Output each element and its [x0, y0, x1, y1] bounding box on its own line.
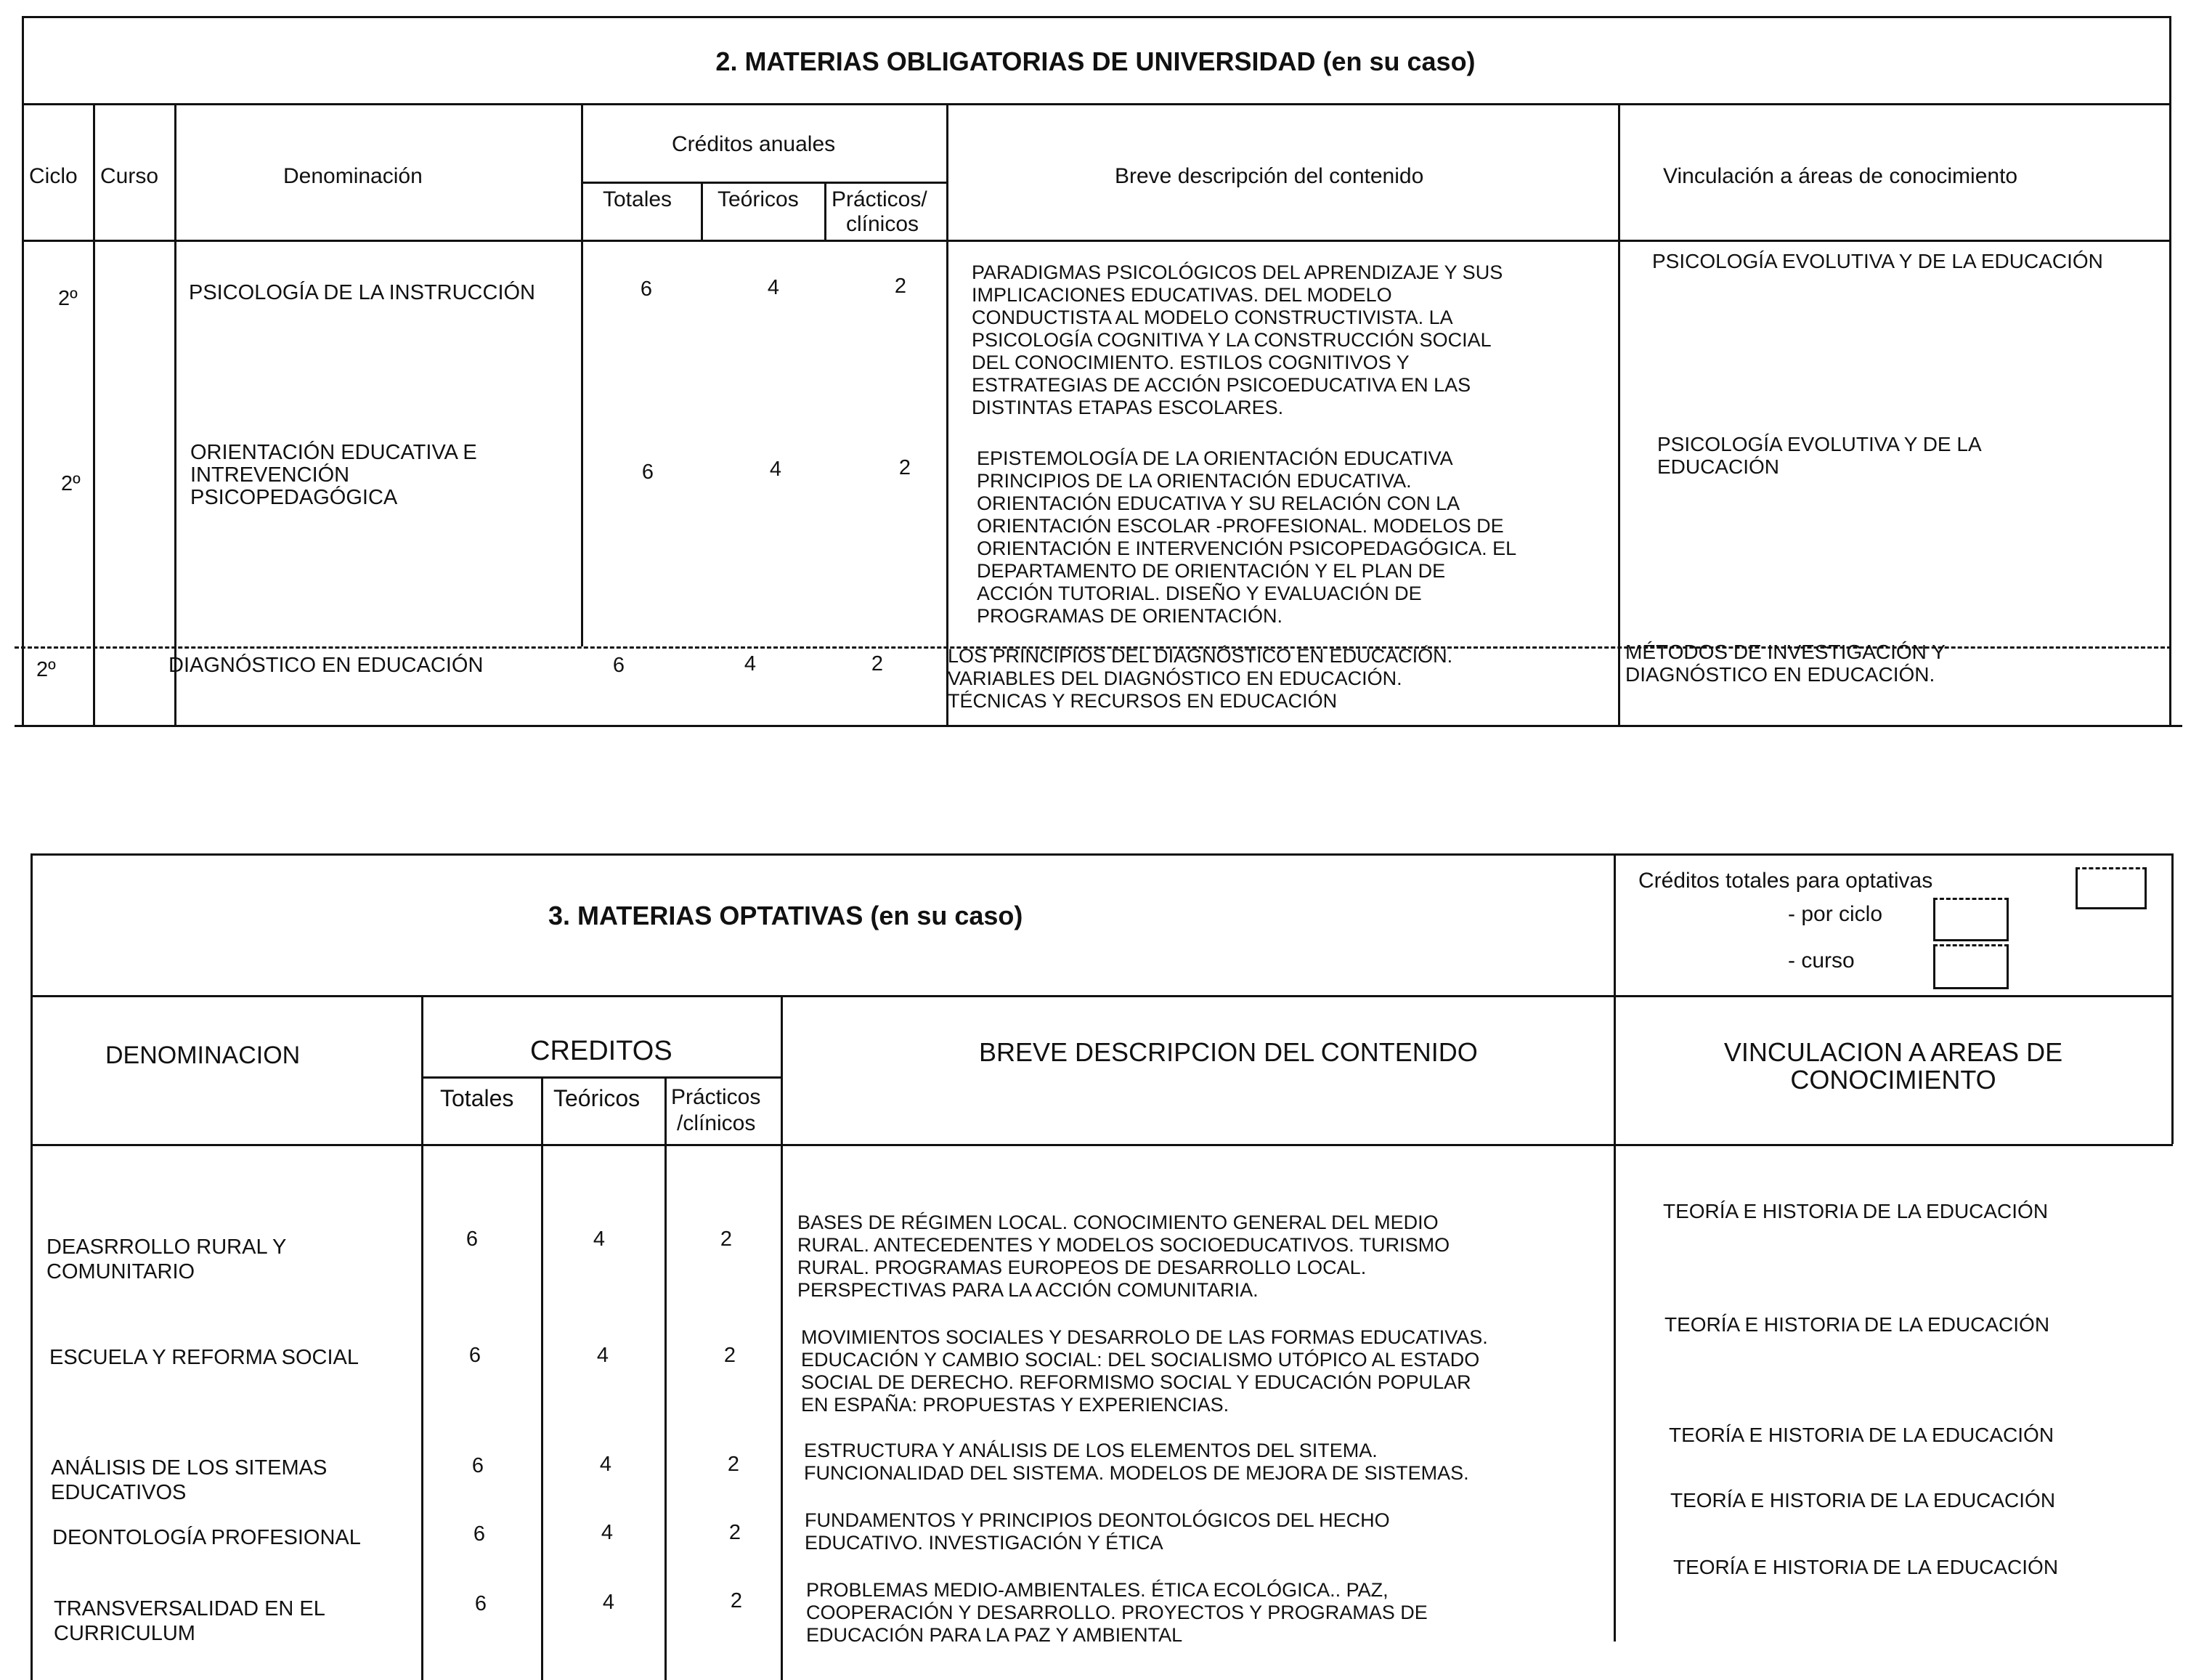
header-vinculacion-1: VINCULACION A AREAS DE [1723, 1037, 2063, 1067]
row3-vinculacion-line: DIAGNÓSTICO EN EDUCACIÓN. [1625, 663, 1935, 686]
header-curso: Curso [100, 164, 159, 188]
opt1-descripcion [797, 1212, 1450, 1302]
row2-vinculacion [1657, 433, 1982, 478]
opt4-desc-line: FUNDAMENTOS Y PRINCIPIOS DEONTOLÓGICOS DEL HECHO [805, 1509, 1390, 1531]
opt5-descripcion [806, 1579, 1428, 1647]
opt3-practicos: 2 [727, 1453, 740, 1476]
por-ciclo-box[interactable] [1933, 898, 2009, 941]
header-ciclo: Ciclo [29, 164, 78, 188]
row3-desc-line: LOS PRINCIPIOS DEL DIAGNÓSTICO EN EDUCACIÓN. [948, 645, 1453, 667]
opt1-vinculacion: TEORÍA E HISTORIA DE LA EDUCACIÓN [1663, 1200, 2049, 1222]
frame-top-line [31, 853, 2173, 856]
frame-left-line [22, 16, 24, 726]
row1-descripcion [972, 261, 1503, 419]
opt3-teoricos: 4 [599, 1453, 612, 1476]
header-creditos-anuales: Créditos anuales [672, 132, 836, 156]
row1-desc-line: CONDUCTISTA AL MODELO CONSTRUCTIVISTA. LA [972, 307, 1453, 328]
header-vinculacion-2: CONOCIMIENTO [1790, 1065, 1996, 1095]
header-descripcion: Breve descripción del contenido [1115, 164, 1424, 188]
col-sep-teoricos [824, 182, 826, 240]
creditos-subheader-line [421, 1076, 781, 1079]
opt4-desc-line: EDUCATIVO. INVESTIGACIÓN Y ÉTICA [805, 1532, 1163, 1554]
opt2-denominacion [49, 1345, 359, 1370]
title-divider [22, 103, 2171, 105]
header-practicos-2: /clínicos [677, 1111, 756, 1135]
opt1-denominacion-line: COMUNITARIO [46, 1260, 195, 1283]
opt1-desc-line: PERSPECTIVAS PARA LA ACCIÓN COMUNITARIA. [797, 1279, 1259, 1301]
opt5-desc-line: COOPERACIÓN Y DESARROLLO. PROYECTOS Y PROGRAMAS DE [806, 1602, 1428, 1623]
opt3-totales: 6 [471, 1454, 484, 1477]
row2-ciclo: 2º [61, 472, 81, 495]
row2-desc-line: ORIENTACIÓN ESCOLAR -PROFESIONAL. MODELOS DE [977, 515, 1504, 537]
opt3-denominacion-line: EDUCATIVOS [51, 1481, 187, 1504]
col-sep-ciclo [93, 103, 95, 726]
row1-desc-line: PARADIGMAS PSICOLÓGICOS DEL APRENDIZAJE Y SUS [972, 261, 1503, 283]
opt5-practicos: 2 [730, 1589, 743, 1612]
row1-ciclo: 2º [58, 287, 78, 310]
row1-practicos: 2 [894, 275, 907, 298]
header-practicos-1: Prácticos [671, 1085, 761, 1109]
row3-teoricos: 4 [744, 652, 757, 675]
opt1-desc-line: RURAL. PROGRAMAS EUROPEOS DE DESARROLLO LOCAL. [797, 1257, 1367, 1278]
header-divider [31, 1144, 2173, 1146]
row2-denominacion-line: PSICOPEDAGÓGICA [190, 486, 398, 509]
opt1-desc-line: RURAL. ANTECEDENTES Y MODELOS SOCIOEDUCATIVOS. TURISMO [797, 1234, 1450, 1256]
row2-vinculacion-line: EDUCACIÓN [1657, 455, 1780, 478]
frame-right-line [2171, 853, 2174, 1144]
row2-desc-line: EPISTEMOLOGÍA DE LA ORIENTACIÓN EDUCATIVA [977, 447, 1453, 469]
row1-teoricos: 4 [767, 276, 780, 299]
header-creditos: CREDITOS [530, 1036, 672, 1066]
opt2-desc-line: EN ESPAÑA: PROPUESTAS Y EXPERIENCIAS. [801, 1394, 1229, 1416]
frame-right-line [2169, 16, 2171, 726]
row3-desc-line: VARIABLES DEL DIAGNÓSTICO EN EDUCACIÓN. [948, 667, 1402, 689]
header-divider [22, 240, 2171, 242]
creditos-subheader-line [581, 182, 946, 184]
opt3-descripcion [804, 1440, 1469, 1485]
row3-desc-line: TÉCNICAS Y RECURSOS EN EDUCACIÓN [948, 690, 1338, 712]
row3-vinculacion-line: MÉTODOS DE INVESTIGACIÓN Y [1625, 641, 1946, 663]
row2-vinculacion-line: PSICOLOGÍA EVOLUTIVA Y DE LA [1657, 433, 1982, 455]
row2-teoricos: 4 [769, 458, 782, 481]
opt2-descripcion [801, 1326, 1488, 1416]
row2-desc-line: ACCIÓN TUTORIAL. DISEÑO Y EVALUACIÓN DE [977, 583, 1422, 604]
row2-desc-line: ORIENTACIÓN EDUCATIVA Y SU RELACIÓN CON LA [977, 492, 1460, 514]
opt4-denominacion [52, 1525, 361, 1550]
header-totales: Totales [440, 1085, 514, 1111]
col-sep-curso [174, 103, 176, 726]
header-practicos-2: clínicos [846, 212, 919, 236]
row3-vinculacion [1625, 641, 1946, 686]
header-totales: Totales [603, 187, 672, 211]
opt5-denominacion-line: CURRICULUM [54, 1622, 195, 1645]
opt3-desc-line: ESTRUCTURA Y ANÁLISIS DE LOS ELEMENTOS DEL SITEMA. [804, 1440, 1378, 1461]
opt5-teoricos: 4 [602, 1591, 615, 1614]
frame-bottom-line [15, 725, 2182, 727]
opt2-practicos: 2 [723, 1344, 736, 1367]
col-sep-teoricos [664, 1076, 667, 1680]
opt3-denominacion [51, 1456, 327, 1505]
opt5-desc-line: PROBLEMAS MEDIO-AMBIENTALES. ÉTICA ECOLÓGICA.. PAZ, [806, 1579, 1389, 1601]
header-descripcion: BREVE DESCRIPCION DEL CONTENIDO [979, 1037, 1478, 1067]
row2-descripcion [977, 447, 1516, 628]
col-sep-creditos [946, 103, 948, 726]
opt1-totales: 6 [466, 1227, 479, 1251]
header-practicos-1: Prácticos/ [832, 187, 927, 211]
row2-desc-line: PROGRAMAS DE ORIENTACIÓN. [977, 605, 1283, 627]
row2-denominacion-line: ORIENTACIÓN EDUCATIVA E [190, 441, 477, 464]
row3-denominacion: DIAGNÓSTICO EN EDUCACIÓN [168, 654, 484, 677]
row2-denominacion [190, 442, 477, 509]
opt5-vinculacion: TEORÍA E HISTORIA DE LA EDUCACIÓN [1673, 1556, 2059, 1578]
opt4-denominacion-line: DEONTOLOGÍA PROFESIONAL [52, 1526, 361, 1549]
row2-totales: 6 [641, 460, 654, 484]
opt1-practicos: 2 [720, 1227, 733, 1251]
col-sep-descripcion [1618, 103, 1620, 726]
opt5-desc-line: EDUCACIÓN PARA LA PAZ Y AMBIENTAL [806, 1624, 1183, 1646]
row3-ciclo: 2º [36, 658, 56, 681]
opt1-teoricos: 4 [593, 1227, 606, 1251]
col-sep-creditos [781, 995, 783, 1680]
opt5-denominacion-line: TRANSVERSALIDAD EN EL [54, 1597, 325, 1620]
opt4-descripcion [805, 1509, 1390, 1554]
section2-title: 2. MATERIAS OBLIGATORIAS DE UNIVERSIDAD (en su caso) [715, 46, 1476, 76]
opt1-denominacion-line: DEASRROLLO RURAL Y [46, 1235, 287, 1259]
row2-practicos: 2 [898, 456, 911, 479]
opt5-totales: 6 [474, 1592, 487, 1615]
opt4-practicos: 2 [728, 1521, 741, 1544]
col-sep-denominacion [421, 995, 423, 1680]
opt4-vinculacion: TEORÍA E HISTORIA DE LA EDUCACIÓN [1670, 1489, 2056, 1511]
header-teoricos: Teóricos [553, 1085, 641, 1111]
row1-desc-line: IMPLICACIONES EDUCATIVAS. DEL MODELO [972, 284, 1392, 306]
opt4-teoricos: 4 [601, 1521, 614, 1544]
por-ciclo-label: - por ciclo [1788, 902, 1883, 926]
opt2-denominacion-line: ESCUELA Y REFORMA SOCIAL [49, 1346, 359, 1369]
creditos-totales-box[interactable] [2076, 867, 2147, 909]
opt3-vinculacion: TEORÍA E HISTORIA DE LA EDUCACIÓN [1669, 1424, 2054, 1446]
section3-title: 3. MATERIAS OPTATIVAS (en su caso) [548, 901, 1023, 930]
row1-desc-line: DISTINTAS ETAPAS ESCOLARES. [972, 397, 1284, 418]
opt3-denominacion-line: ANÁLISIS DE LOS SITEMAS [51, 1456, 328, 1480]
row2-desc-line: ORIENTACIÓN E INTERVENCIÓN PSICOPEDAGÓGICA. EL [977, 537, 1517, 559]
opt3-desc-line: FUNCIONALIDAD DEL SISTEMA. MODELOS DE MEJORA DE SISTEMAS. [804, 1462, 1469, 1484]
col-sep-descripcion [1614, 853, 1616, 1642]
row2-denominacion-line: INTREVENCIÓN [190, 463, 350, 487]
opt1-denominacion [46, 1235, 286, 1284]
curso-box[interactable] [1933, 944, 2009, 989]
frame-top-line [22, 16, 2171, 18]
frame-left-line [31, 853, 33, 1680]
col-sep-denominacion [581, 103, 583, 646]
opt2-vinculacion: TEORÍA E HISTORIA DE LA EDUCACIÓN [1664, 1313, 2050, 1336]
row3-descripcion [948, 645, 1452, 713]
opt1-desc-line: BASES DE RÉGIMEN LOCAL. CONOCIMIENTO GENERAL DEL MEDIO [797, 1212, 1439, 1233]
col-sep-totales [701, 182, 703, 240]
header-teoricos: Teóricos [718, 187, 799, 211]
col-sep-totales [541, 1076, 543, 1680]
opt4-totales: 6 [473, 1522, 486, 1546]
row3-practicos: 2 [871, 652, 884, 675]
opt2-desc-line: MOVIMIENTOS SOCIALES Y DESARROLO DE LAS FORMAS EDUCATIVAS. [801, 1326, 1488, 1348]
opt2-totales: 6 [468, 1344, 481, 1367]
header-vinculacion: Vinculación a áreas de conocimiento [1663, 164, 2018, 188]
row1-desc-line: PSICOLOGÍA COGNITIVA Y LA CONSTRUCCIÓN SOCIAL [972, 329, 1492, 351]
row1-desc-line: DEL CONOCIMIENTO. ESTILOS COGNITIVOS Y [972, 352, 1410, 373]
opt2-desc-line: SOCIAL DE DERECHO. REFORMISMO SOCIAL Y EDUCACIÓN POPULAR [801, 1371, 1471, 1393]
row1-desc-line: ESTRATEGIAS DE ACCIÓN PSICOEDUCATIVA EN LAS [972, 374, 1471, 396]
creditos-totales-label: Créditos totales para optativas [1638, 869, 1933, 893]
row2-desc-line: DEPARTAMENTO DE ORIENTACIÓN Y EL PLAN DE [977, 560, 1446, 582]
opt2-teoricos: 4 [596, 1344, 609, 1367]
opt2-desc-line: EDUCACIÓN Y CAMBIO SOCIAL: DEL SOCIALISMO UTÓPICO AL ESTADO [801, 1349, 1480, 1371]
title-divider [31, 995, 2173, 997]
opt5-denominacion [54, 1596, 325, 1646]
row3-totales: 6 [612, 654, 625, 677]
row1-denominacion: PSICOLOGÍA DE LA INSTRUCCIÓN [189, 281, 535, 304]
header-denominacion: Denominación [283, 164, 423, 188]
row2-desc-line: PRINCIPIOS DE LA ORIENTACIÓN EDUCATIVA. [977, 470, 1412, 492]
row1-totales: 6 [640, 277, 653, 301]
row1-vinculacion: PSICOLOGÍA EVOLUTIVA Y DE LA EDUCACIÓN [1652, 250, 2103, 272]
header-denominacion: DENOMINACION [105, 1042, 301, 1069]
curso-label: - curso [1788, 949, 1855, 973]
